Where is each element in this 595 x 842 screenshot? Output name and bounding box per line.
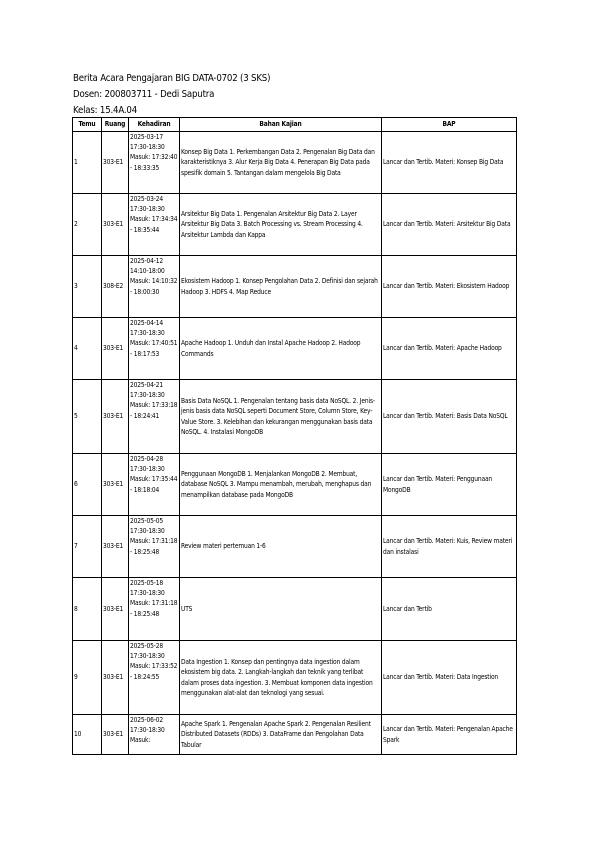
table-row <box>73 715 517 755</box>
bahan-kajian-cell: Konsep Big Data 1. Perkembangan Data 2. Pengenalan Big Data dan karakteristiknya 3. Alur Kerja Big Data 4. Penerapan Big Data pada spesifik domain 5. Tantangan dalam mengelola Big Data <box>180 132 382 194</box>
temu-cell: 10 <box>73 715 102 755</box>
kehadiran-cell: 2025-04-14 17:30-18:30 Masuk: 17:40:51 - 18:17:53 <box>129 318 180 380</box>
kehadiran-cell: 2025-04-28 17:30-18:30 Masuk: 17:35:44 - 18:18:04 <box>129 454 180 516</box>
table-row <box>73 578 517 641</box>
bahan-kajian-cell: Apache Spark 1. Pengenalan Apache Spark 2. Pengenalan Resilient Distributed Datasets (RDDs) 3. DataFrame dan Pengolahan Data Tabular <box>180 715 382 755</box>
temu-cell: 6 <box>73 454 102 516</box>
temu-cell: 5 <box>73 380 102 454</box>
bap-cell: Lancar dan Tertib <box>382 578 517 641</box>
bap-cell: Lancar dan Tertib. Materi: Pengenalan Apache Spark <box>382 715 517 755</box>
ruang-cell: 303-E1 <box>102 578 129 641</box>
kehadiran-cell: 2025-04-12 14:10-18:00 Masuk: 14:10:32 - 18:00:30 <box>129 256 180 318</box>
bahan-kajian-cell: Basis Data NoSQL 1. Pengenalan tentang basis data NoSQL. 2. Jenis-jenis basis data NoSQL seperti Document Store, Column Store, Key-Value Store. 3. Kelebihan dan kekurangan menggunakan basis data NoSQL. 4. Instalasi MongoDB <box>180 380 382 454</box>
kehadiran-cell: 2025-03-17 17:30-18:30 Masuk: 17:32:40 - 18:33:35 <box>129 132 180 194</box>
document-header <box>73 71 270 119</box>
ruang-cell: 303-E1 <box>102 641 129 715</box>
table-row <box>73 256 517 318</box>
bahan-kajian-cell: Arsitektur Big Data 1. Pengenalan Arsitektur Big Data 2. Layer Arsitektur Big Data 3. Batch Processing vs. Stream Processing 4. Arsitektur Lambda dan Kappa <box>180 194 382 256</box>
attendance-table <box>72 117 517 755</box>
class-line: Kelas: 15.4A.04 <box>73 105 137 116</box>
ruang-cell: 303-E1 <box>102 380 129 454</box>
ruang-cell: 303-E1 <box>102 454 129 516</box>
table-header-row <box>73 118 517 132</box>
bahan-kajian-cell: Apache Hadoop 1. Unduh dan Instal Apache Hadoop 2. Hadoop Commands <box>180 318 382 380</box>
column-header-kehadiran: Kehadiran <box>129 118 180 132</box>
bahan-kajian-cell: Review materi pertemuan 1-6 <box>180 516 382 578</box>
bap-cell: Lancar dan Tertib. Materi: Ekosistem Hadoop <box>382 256 517 318</box>
bahan-kajian-cell: Penggunaan MongoDB 1. Menjalankan MongoDB 2. Membuat, database NoSQL 3. Mampu menambah, merubah, menghapus dan menampilkan database pada MongoDB <box>180 454 382 516</box>
kehadiran-cell: 2025-03-24 17:30-18:30 Masuk: 17:34:34 - 18:35:44 <box>129 194 180 256</box>
temu-cell: 2 <box>73 194 102 256</box>
bap-cell: Lancar dan Tertib. Materi: Kuis, Review materi dan instalasi <box>382 516 517 578</box>
temu-cell: 1 <box>73 132 102 194</box>
kehadiran-cell: 2025-05-05 17:30-18:30 Masuk: 17:31:18 - 18:25:48 <box>129 516 180 578</box>
ruang-cell: 303-E1 <box>102 318 129 380</box>
ruang-cell: 303-E1 <box>102 715 129 755</box>
table-row <box>73 454 517 516</box>
temu-cell: 7 <box>73 516 102 578</box>
lecturer-line: Dosen: 200803711 - Dedi Saputra <box>73 89 215 100</box>
bahan-kajian-cell: Ekosistem Hadoop 1. Konsep Pengolahan Data 2. Definisi dan sejarah Hadoop 3. HDFS 4. Map Reduce <box>180 256 382 318</box>
bap-cell: Lancar dan Tertib. Materi: Apache Hadoop <box>382 318 517 380</box>
bap-cell: Lancar dan Tertib. Materi: Arsitektur Big Data <box>382 194 517 256</box>
ruang-cell: 303-E1 <box>102 132 129 194</box>
bahan-kajian-cell: UTS <box>180 578 382 641</box>
temu-cell: 4 <box>73 318 102 380</box>
bap-cell: Lancar dan Tertib. Materi: Konsep Big Data <box>382 132 517 194</box>
table-row <box>73 380 517 454</box>
bap-cell: Lancar dan Tertib. Materi: Penggunaan MongoDB <box>382 454 517 516</box>
table-row <box>73 194 517 256</box>
column-header-temu: Temu <box>73 118 102 132</box>
kehadiran-cell: 2025-04-21 17:30-18:30 Masuk: 17:33:18 - 18:24:41 <box>129 380 180 454</box>
kehadiran-cell: 2025-05-28 17:30-18:30 Masuk: 17:33:52 - 18:24:55 <box>129 641 180 715</box>
course-title: Berita Acara Pengajaran BIG DATA-0702 (3 SKS) <box>73 73 271 84</box>
temu-cell: 9 <box>73 641 102 715</box>
column-header-ruang: Ruang <box>102 118 129 132</box>
column-header-bahan-kajian: Bahan Kajian <box>180 118 382 132</box>
bap-cell: Lancar dan Tertib. Materi: Data Ingestion <box>382 641 517 715</box>
table-row <box>73 318 517 380</box>
bahan-kajian-cell: Data Ingestion 1. Konsep dan pentingnya data ingestion dalam ekosistem big data. 2. Langkah-langkah dan teknik yang terlibat dalam proses data ingestion. 3. Membuat komponen data ingestion menggunakan alat-alat dan teknologi yang sesuai. <box>180 641 382 715</box>
bap-cell: Lancar dan Tertib. Materi: Basis Data NoSQL <box>382 380 517 454</box>
ruang-cell: 303-E1 <box>102 194 129 256</box>
kehadiran-cell: 2025-06-02 17:30-18:30 Masuk: <box>129 715 180 755</box>
table-row <box>73 132 517 194</box>
table-row <box>73 516 517 578</box>
temu-cell: 8 <box>73 578 102 641</box>
table-row <box>73 641 517 715</box>
ruang-cell: 308-E2 <box>102 256 129 318</box>
kehadiran-cell: 2025-05-18 17:30-18:30 Masuk: 17:31:18 - 18:25:48 <box>129 578 180 641</box>
temu-cell: 3 <box>73 256 102 318</box>
ruang-cell: 303-E1 <box>102 516 129 578</box>
column-header-bap: BAP <box>382 118 517 132</box>
